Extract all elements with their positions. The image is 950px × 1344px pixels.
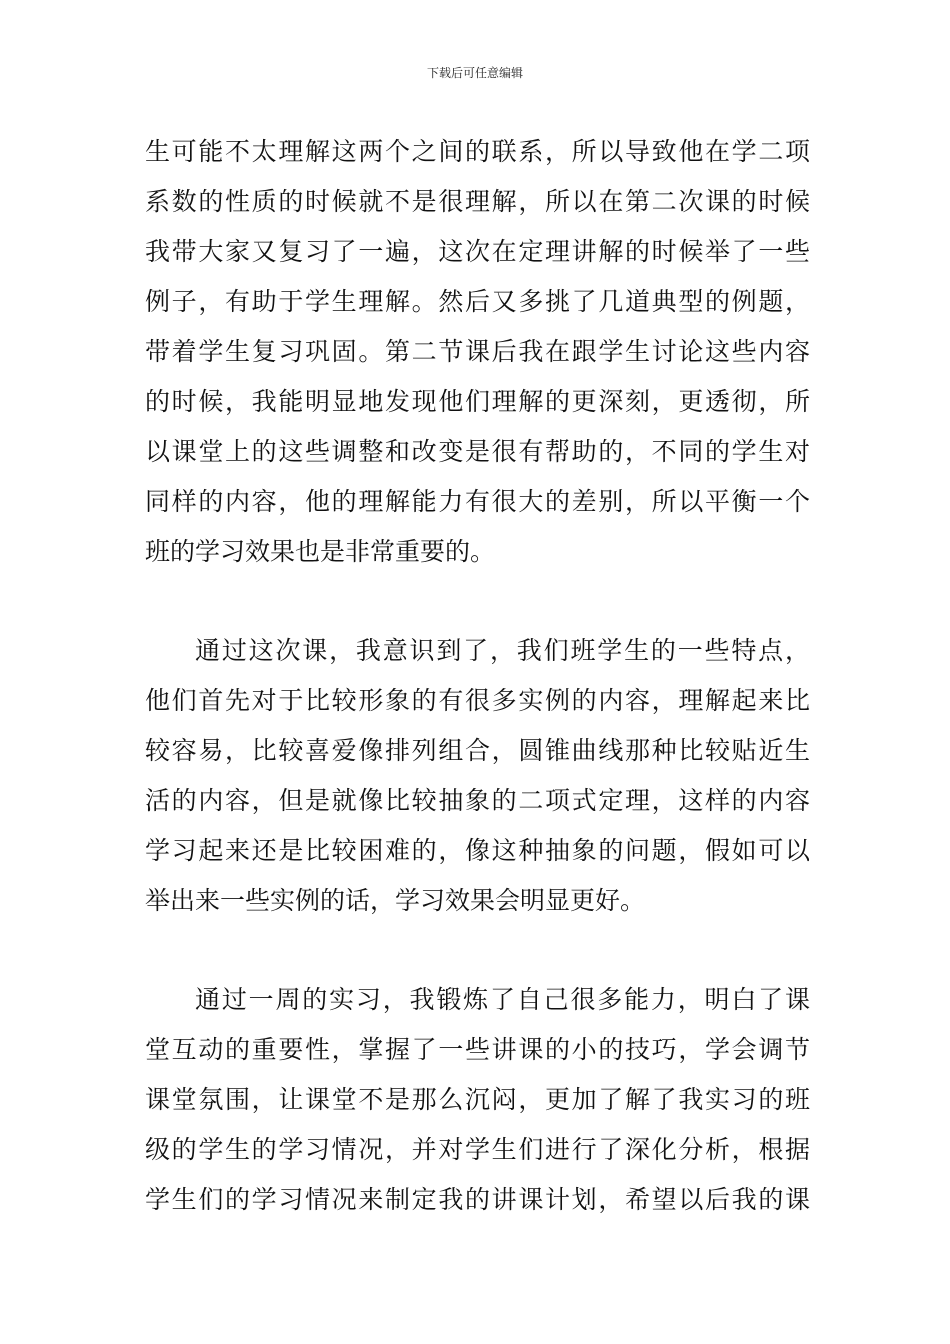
text-line: 举出来一些实例的话，学习效果会明显更好。 — [145, 886, 646, 915]
text-line: 同样的内容，他的理解能力有很大的差别，所以平衡一个 — [145, 487, 810, 516]
text-line: 学生们的学习情况来制定我的讲课计划，希望以后我的课 — [145, 1185, 810, 1214]
paragraph-3 — [145, 975, 810, 1225]
text-line: 通过这次课，我意识到了，我们班学生的一些特点， — [195, 636, 810, 665]
text-line: 课堂氛围，让课堂不是那么沉闷，更加了解了我实习的班 — [145, 1085, 810, 1114]
document-body — [145, 127, 810, 1274]
text-line: 我带大家又复习了一遍，这次在定理讲解的时候举了一些 — [145, 237, 810, 266]
text-line: 学习起来还是比较困难的，像这种抽象的问题，假如可以 — [145, 836, 810, 865]
page-header: 下载后可任意编辑 — [426, 66, 523, 80]
paragraph-1 — [145, 127, 810, 577]
text-line: 活的内容，但是就像比较抽象的二项式定理，这样的内容 — [145, 786, 810, 815]
text-line: 级的学生的学习情况，并对学生们进行了深化分析，根据 — [145, 1135, 810, 1164]
text-line: 带着学生复习巩固。第二节课后我在跟学生讨论这些内容 — [145, 337, 810, 366]
text-line: 他们首先对于比较形象的有很多实例的内容，理解起来比 — [145, 686, 810, 715]
text-line: 生可能不太理解这两个之间的联系，所以导致他在学二项 — [145, 137, 810, 166]
text-line: 班的学习效果也是非常重要的。 — [145, 537, 496, 566]
text-line: 堂互动的重要性，掌握了一些讲课的小的技巧，学会调节 — [145, 1035, 810, 1064]
text-line: 通过一周的实习，我锻炼了自己很多能力，明白了课 — [195, 985, 810, 1014]
text-line: 较容易，比较喜爱像排列组合，圆锥曲线那种比较贴近生 — [145, 736, 810, 765]
paragraph-2 — [145, 626, 810, 926]
text-line: 的时候，我能明显地发现他们理解的更深刻，更透彻，所 — [145, 387, 810, 416]
text-line: 例子，有助于学生理解。然后又多挑了几道典型的例题， — [145, 287, 810, 316]
text-line: 以课堂上的这些调整和改变是很有帮助的，不同的学生对 — [145, 437, 810, 466]
text-line: 系数的性质的时候就不是很理解，所以在第二次课的时候 — [145, 187, 810, 216]
